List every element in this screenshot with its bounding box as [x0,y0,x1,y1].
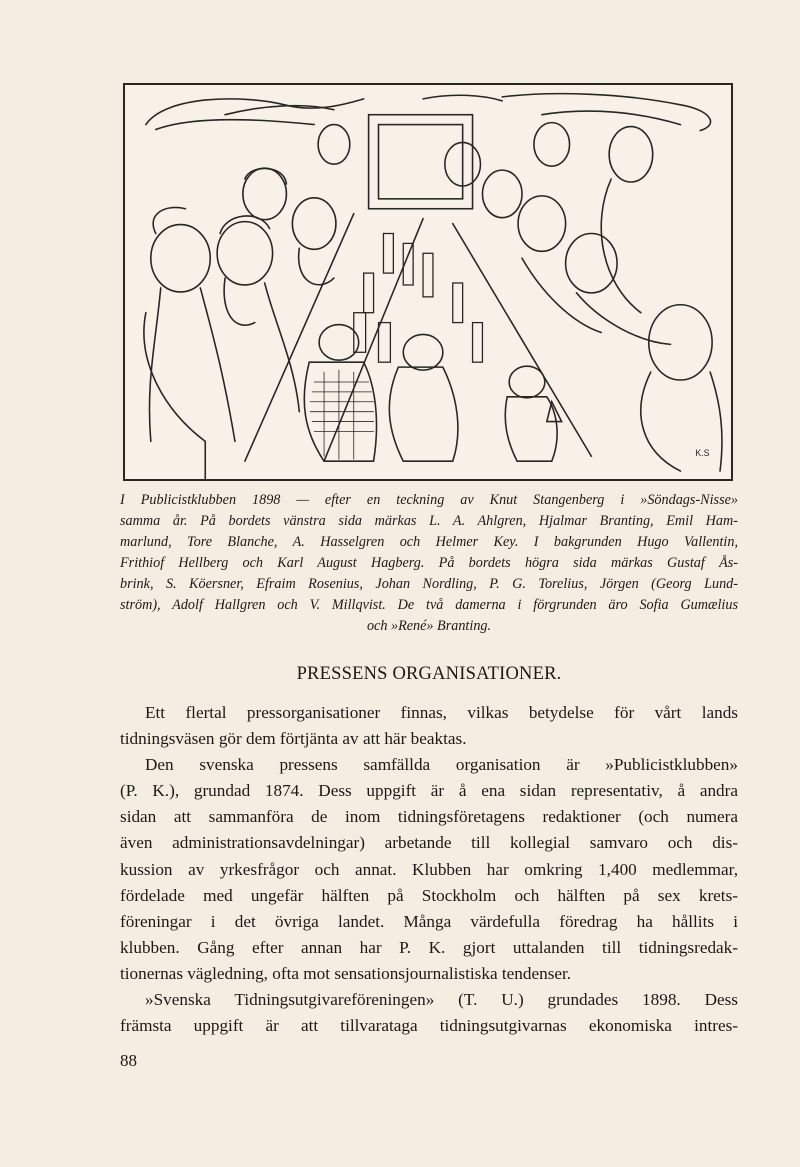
caption-line: brink, S. Köersner, Efraim Rosenius, Johan Nordling, P. G. Torelius, Jörgen (Georg Lund- [120,576,738,592]
body-line: sidan att sammanföra de inom tidningsföretagens redaktioner (och numera [120,807,738,827]
body-paragraphs [120,700,738,1039]
body-line: kussion av yrkesfrågor och annat. Klubben har omkring 1,400 medlemmar, [120,859,738,879]
body-line: »Svenska Tidningsutgivareföreningen» (T. U.) grundades 1898. Dess [145,990,738,1010]
body-line: Ett flertal pressorganisationer finnas, vilkas betydelse för vårt lands [145,703,738,722]
body-line: även administrationsavdelningar) arbetande till kollegial samvaro och dis- [120,833,738,853]
caption-line: samma år. På bordets vänstra sida märkas L. A. Ahlgren, Hjalmar Branting, Emil Ham- [120,513,738,529]
caption-line: I Publicistklubben 1898 — efter en teckning av Knut Stangenberg i »Söndags-Nisse» [120,492,738,508]
body-line: tionernas vägledning, ofta mot sensationsjournalistiska tendenser. [120,963,572,983]
body-line: föreningar i det övriga landet. Många värdefulla föredrag ha hållits i [120,911,738,931]
body-line: (P. K.), grundad 1874. Dess uppgift är å ena sidan representativ, å andra [120,781,738,801]
caption-line: och »René» Branting. [366,618,492,634]
body-line: Den svenska pressens samfällda organisation är »Publicistklubben» [145,755,738,775]
section-heading: PRESSENS ORGANISATIONER. [296,664,562,684]
drawing-icon [125,85,731,479]
body-line: tidningsväsen gör dem förtjänta av att här beaktas. [120,729,467,749]
page-number: 88 [120,1051,137,1070]
artist-signature: K.S [695,448,710,459]
figure-caption [120,490,738,637]
caricature-illustration [123,83,733,481]
caption-line: marlund, Tore Blanche, A. Hasselgren och Helmer Key. I bakgrunden Hugo Vallentin, [120,534,738,550]
body-line: klubben. Gång efter annan har P. K. gjort uttalanden till tidningsredak- [120,937,738,957]
body-line: fördelade med ungefär hälften på Stockholm och hälften på sex krets- [120,885,738,905]
caption-line: ström), Adolf Hallgren och V. Millqvist. De två damerna i förgrunden äro Sofia Gumælius [120,597,738,613]
caption-line: Frithiof Hellberg och Karl August Hagberg. På bordets högra sida märkas Gustaf Ås- [120,555,738,571]
body-line: främsta uppgift är att tillvaratagа tidningsutgivarnas ekonomiska intres- [120,1016,738,1036]
